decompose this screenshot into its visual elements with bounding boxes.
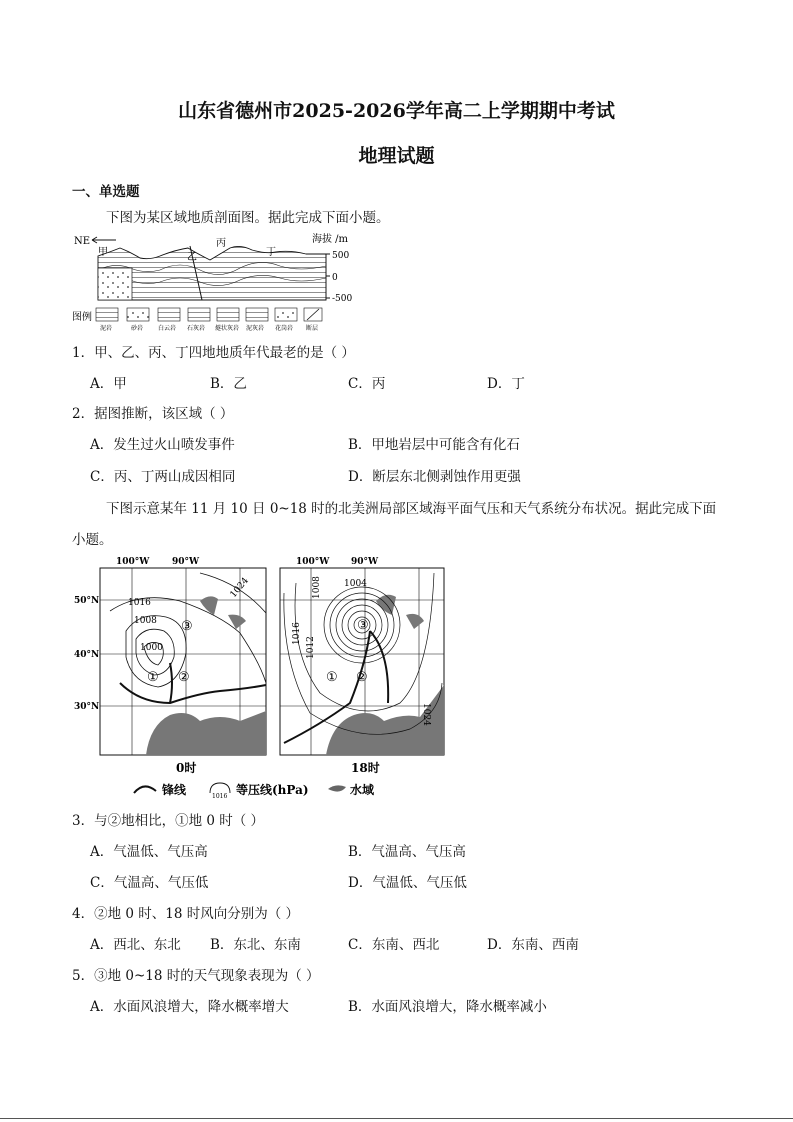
isobar-label: 1008 <box>134 616 157 626</box>
lon-label: 100°W <box>116 557 150 567</box>
question-stem: 3．与②地相比，①地 0 时（ ） <box>72 813 265 829</box>
place-label-bing: 丙 <box>216 238 226 249</box>
option[interactable]: B．东北、东南 <box>210 937 301 953</box>
point-label-1: ① <box>326 670 338 685</box>
legend-isobar-label: 等压线(hPa) <box>236 783 309 797</box>
legend-front-label: 锋线 <box>162 783 187 797</box>
isobar-label: 1012 <box>306 636 316 659</box>
panel-label-0h: 0时 <box>176 761 197 775</box>
option[interactable]: B．甲地岩层中可能含有化石 <box>348 437 520 453</box>
legend-title: 图例 <box>72 312 92 323</box>
direction-label: NE <box>74 236 91 247</box>
lat-label: 50°N <box>74 596 100 606</box>
lon-label: 90°W <box>351 557 379 567</box>
option[interactable]: C．气温高、气压低 <box>90 875 209 891</box>
place-label-yi: 乙 <box>187 252 197 263</box>
tick-label: 0 <box>332 273 338 283</box>
legend-label: 白云岩 <box>158 325 177 332</box>
legend-isobar-value: 1016 <box>212 793 228 800</box>
isobar-label: 1016 <box>292 622 302 645</box>
point-label-2: ② <box>178 670 190 685</box>
option[interactable]: C．丙、丁两山成因相同 <box>90 469 236 485</box>
granite-body <box>98 268 132 300</box>
page-subtitle: 地理试题 <box>358 145 435 167</box>
question-stem: 5．③地 0~18 时的天气现象表现为（ ） <box>72 968 320 984</box>
weather-map-figure <box>70 553 450 801</box>
option[interactable]: A．气温低、气压高 <box>90 844 208 860</box>
intro-text-1: 下图为某区域地质剖面图。据此完成下面小题。 <box>106 210 390 226</box>
point-label-2: ② <box>356 670 368 685</box>
intro-text-2: 下图示意某年 11 月 10 日 0~18 时的北美洲局部区域海平面气压和天气系统分布状况。据此完成下面 <box>106 501 717 517</box>
option[interactable]: B．乙 <box>210 376 247 392</box>
option[interactable]: A．发生过火山喷发事件 <box>90 437 235 453</box>
isobar-label: 1024 <box>421 703 431 726</box>
option[interactable]: A．水面风浪增大，降水概率增大 <box>90 999 289 1015</box>
isobar-label: 1016 <box>128 598 151 608</box>
lat-label: 40°N <box>74 650 100 660</box>
question-stem: 4．②地 0 时、18 时风向分别为（ ） <box>72 906 300 922</box>
rock-legend <box>96 308 322 321</box>
weather-map-0h <box>100 568 266 755</box>
legend-label: 砂岩 <box>131 325 144 332</box>
option[interactable]: B．气温高、气压高 <box>348 844 466 860</box>
page-title: 山东省德州市2025-2026学年高二上学期期中考试 <box>178 100 615 122</box>
direction-arrow-icon <box>92 237 116 243</box>
option[interactable]: D．断层东北侧剥蚀作用更强 <box>348 469 521 485</box>
lat-label: 30°N <box>74 702 100 712</box>
section-heading: 一、单选题 <box>72 184 140 200</box>
legend-label: 石灰岩 <box>187 325 206 332</box>
isobar-label: 1008 <box>312 576 322 599</box>
point-label-3: ③ <box>181 619 193 634</box>
altitude-label: 海拔 /m <box>312 234 349 245</box>
option[interactable]: C．东南、西北 <box>348 937 440 953</box>
option[interactable]: D．东南、西南 <box>487 937 579 953</box>
legend-water-label: 水域 <box>350 783 375 797</box>
option[interactable]: D．丁 <box>487 376 525 392</box>
isobar-label: 1000 <box>140 643 163 653</box>
question-stem: 2．据图推断，该区域（ ） <box>72 406 234 422</box>
page-bottom-rule <box>0 1118 793 1119</box>
lon-label: 100°W <box>296 557 330 567</box>
question-stem: 1．甲、乙、丙、丁四地地质年代最老的是（ ） <box>72 345 355 361</box>
isobar-legend-icon <box>210 783 230 793</box>
weather-map-18h <box>280 568 444 755</box>
legend-label: 花岗岩 <box>275 325 294 332</box>
isobar-label: 1004 <box>344 579 367 589</box>
option[interactable]: A．甲 <box>90 376 127 392</box>
intro-text-2-cont: 小题。 <box>72 532 113 548</box>
option[interactable]: A．西北、东北 <box>90 937 181 953</box>
tick-label: -500 <box>332 294 353 304</box>
place-label-ding: 丁 <box>266 247 276 258</box>
panel-label-18h: 18时 <box>351 761 380 775</box>
front-legend-icon <box>134 786 156 793</box>
option[interactable]: C．丙 <box>348 376 386 392</box>
geologic-section-figure <box>70 230 360 334</box>
lon-label: 90°W <box>172 557 200 567</box>
legend-label: 燧状灰岩 <box>215 325 240 332</box>
legend-label: 泥岩 <box>100 325 113 332</box>
legend-label: 泥灰岩 <box>246 325 265 332</box>
point-label-3: ③ <box>357 618 369 633</box>
isobar-label: 1024 <box>228 575 252 600</box>
option[interactable]: B．水面风浪增大，降水概率减小 <box>348 999 547 1015</box>
option[interactable]: D．气温低、气压低 <box>348 875 467 891</box>
water-legend-icon <box>328 785 346 791</box>
tick-label: 500 <box>332 251 350 261</box>
point-label-1: ① <box>147 670 159 685</box>
place-label-jia: 甲 <box>98 247 108 258</box>
legend-label: 断层 <box>306 325 319 332</box>
